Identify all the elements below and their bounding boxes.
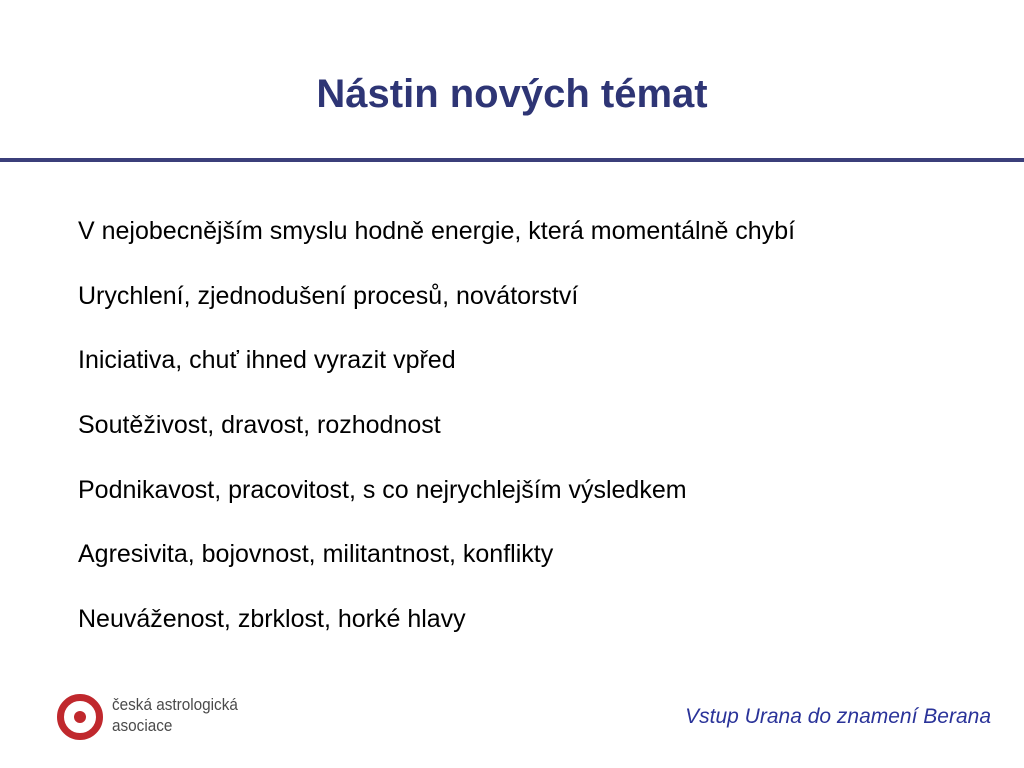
target-ring-icon xyxy=(56,693,104,741)
bullet-item: V nejobecnějším smyslu hodně energie, která momentálně chybí xyxy=(78,217,796,245)
logo-line-1: česká astrologická xyxy=(112,695,238,714)
slide-title: Nástin nových témat xyxy=(316,72,708,116)
bullet-list xyxy=(78,205,998,658)
logo-line-2: asociace xyxy=(112,716,173,735)
title-divider xyxy=(0,158,1024,162)
footer-caption: Vstup Urana do znamení Berana xyxy=(685,705,991,728)
bullet-item: Urychlení, zjednodušení procesů, novátorství xyxy=(78,281,579,310)
bullet-item: Soutěživost, dravost, rozhodnost xyxy=(78,411,441,440)
bullet-item: Neuváženost, zbrklost, horké hlavy xyxy=(78,605,466,634)
bullet-item: Iniciativa, chuť ihned vyrazit vpřed xyxy=(78,346,456,375)
logo-wordmark xyxy=(112,694,238,736)
bullet-item: Podnikavost, pracovitost, s co nejrychlejším výsledkem xyxy=(78,475,687,504)
bullet-item: Agresivita, bojovnost, militantnost, konflikty xyxy=(78,540,554,569)
association-logo xyxy=(56,690,266,746)
